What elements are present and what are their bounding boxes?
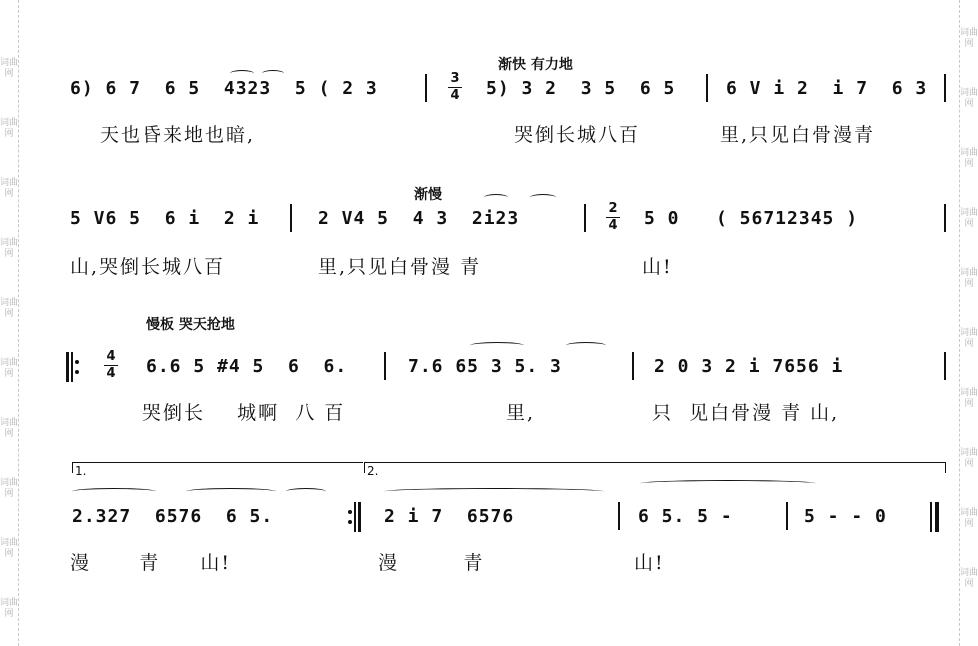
- notes-row2-c: 5 0: [644, 208, 680, 229]
- barline: [786, 502, 788, 530]
- notes-row3-a: 6.6 5 #4 5 6 6.: [146, 356, 348, 377]
- watermark-left-10: 词曲网: [0, 598, 19, 619]
- watermark-left-4: 词曲网: [0, 238, 19, 259]
- lyrics-row1-c: 里,只见白骨漫青: [720, 124, 876, 146]
- slur-arc: [72, 488, 156, 495]
- lyrics-row4-c: 山!: [634, 552, 665, 574]
- slur-arc: [470, 342, 524, 349]
- barline: [944, 74, 946, 102]
- slur-arc: [484, 194, 508, 201]
- tempo-mark-row2: 渐慢: [414, 187, 442, 203]
- watermark-left-8: 词曲网: [0, 478, 19, 499]
- lyrics-row3-a: 哭倒长 城啊 八 百: [142, 402, 346, 424]
- notes-row1-b: 5) 3 2 3 5 6 5: [486, 78, 676, 99]
- final-barline: [930, 502, 942, 532]
- barline: [944, 352, 946, 380]
- watermark-left-9: 词曲网: [0, 538, 19, 559]
- watermark-right-8: 词曲网: [960, 448, 978, 469]
- lyrics-row3-b: 里,: [506, 402, 536, 424]
- notes-row4-a: 2.327 6576 6 5.: [72, 506, 274, 527]
- watermark-left-1: 词曲网: [0, 58, 19, 79]
- lyrics-row4-a: 漫 青 山!: [70, 552, 232, 574]
- tempo-mark-row3: 慢板 哭天抢地: [146, 317, 235, 333]
- slur-arc: [286, 488, 326, 495]
- lyrics-row2-a: 山,哭倒长城八百: [70, 256, 226, 278]
- ts-bottom: 4: [106, 366, 116, 381]
- notes-row2-b: 2 V4 5 4 3 2i23: [318, 208, 520, 229]
- second-ending-bracket: [364, 462, 946, 478]
- tempo-mark-row1: 渐快 有力地: [498, 57, 573, 73]
- lyrics-row4-b: 漫 青: [378, 552, 485, 574]
- notes-row4-b: 2 i 7 6576: [384, 506, 515, 527]
- notes-row1-a: 6) 6 7 6 5 4323 5 ( 2 3: [70, 78, 378, 99]
- first-ending-label: 1.: [75, 464, 87, 478]
- repeat-start-sign: [66, 352, 80, 382]
- slur-arc: [230, 70, 254, 77]
- barline: [618, 502, 620, 530]
- ts-top: 2: [608, 201, 618, 216]
- notes-row1-c: 6 V i 2 i 7 6 3: [726, 78, 928, 99]
- time-signature-2-4: [606, 202, 620, 233]
- watermark-right-9: 词曲网: [960, 508, 978, 529]
- notes-row3-c: 2 0 3 2 i 7656 i: [654, 356, 844, 377]
- watermark-right-10: 词曲网: [960, 568, 978, 589]
- lyrics-row2-b: 里,只见白骨漫 青: [318, 256, 482, 278]
- slur-arc: [566, 342, 606, 349]
- ts-bottom: 4: [608, 218, 618, 233]
- lyrics-row3-c: 只 见白骨漫 青 山,: [652, 402, 840, 424]
- barline: [706, 74, 708, 102]
- slur-arc: [530, 194, 556, 201]
- notes-row4-d: 5 - - 0: [804, 506, 887, 527]
- watermark-right-6: 词曲网: [960, 328, 978, 349]
- watermark-right-3: 词曲网: [960, 148, 978, 169]
- watermark-left-2: 词曲网: [0, 118, 19, 139]
- barline: [290, 204, 292, 232]
- notes-row3-b: 7.6 65 3 5. 3: [408, 356, 562, 377]
- notes-row4-c: 6 5. 5 -: [638, 506, 733, 527]
- first-ending-bracket: [72, 462, 363, 478]
- time-signature-3-4: [448, 72, 462, 103]
- ts-top: 3: [450, 71, 460, 86]
- watermark-right-7: 词曲网: [960, 388, 978, 409]
- watermark-right-5: 词曲网: [960, 268, 978, 289]
- lyrics-row1-a: 天也昏来地也暗,: [100, 124, 256, 146]
- ts-top: 4: [106, 349, 116, 364]
- barline: [632, 352, 634, 380]
- slur-arc: [262, 70, 284, 77]
- watermark-right-4: 词曲网: [960, 208, 978, 229]
- lyrics-row2-c: 山!: [642, 256, 673, 278]
- slur-arc: [186, 488, 276, 495]
- watermark-right-2: 词曲网: [960, 88, 978, 109]
- slur-arc: [384, 488, 604, 495]
- watermark-left-5: 词曲网: [0, 298, 19, 319]
- watermark-right-1: 词曲网: [960, 28, 978, 49]
- repeat-end-sign: [348, 502, 362, 532]
- watermark-left-6: 词曲网: [0, 358, 19, 379]
- lyrics-row1-b: 哭倒长城八百: [514, 124, 641, 146]
- slur-arc: [640, 480, 816, 487]
- ts-bottom: 4: [450, 88, 460, 103]
- barline: [425, 74, 427, 102]
- notes-row2-d: ( 56712345 ): [716, 208, 859, 229]
- time-signature-4-4: [104, 350, 118, 381]
- barline: [944, 204, 946, 232]
- notes-row2-a: 5 V6 5 6 i 2 i: [70, 208, 260, 229]
- watermark-left-3: 词曲网: [0, 178, 19, 199]
- barline: [384, 352, 386, 380]
- barline: [584, 204, 586, 232]
- second-ending-label: 2.: [367, 464, 379, 478]
- watermark-left-7: 词曲网: [0, 418, 19, 439]
